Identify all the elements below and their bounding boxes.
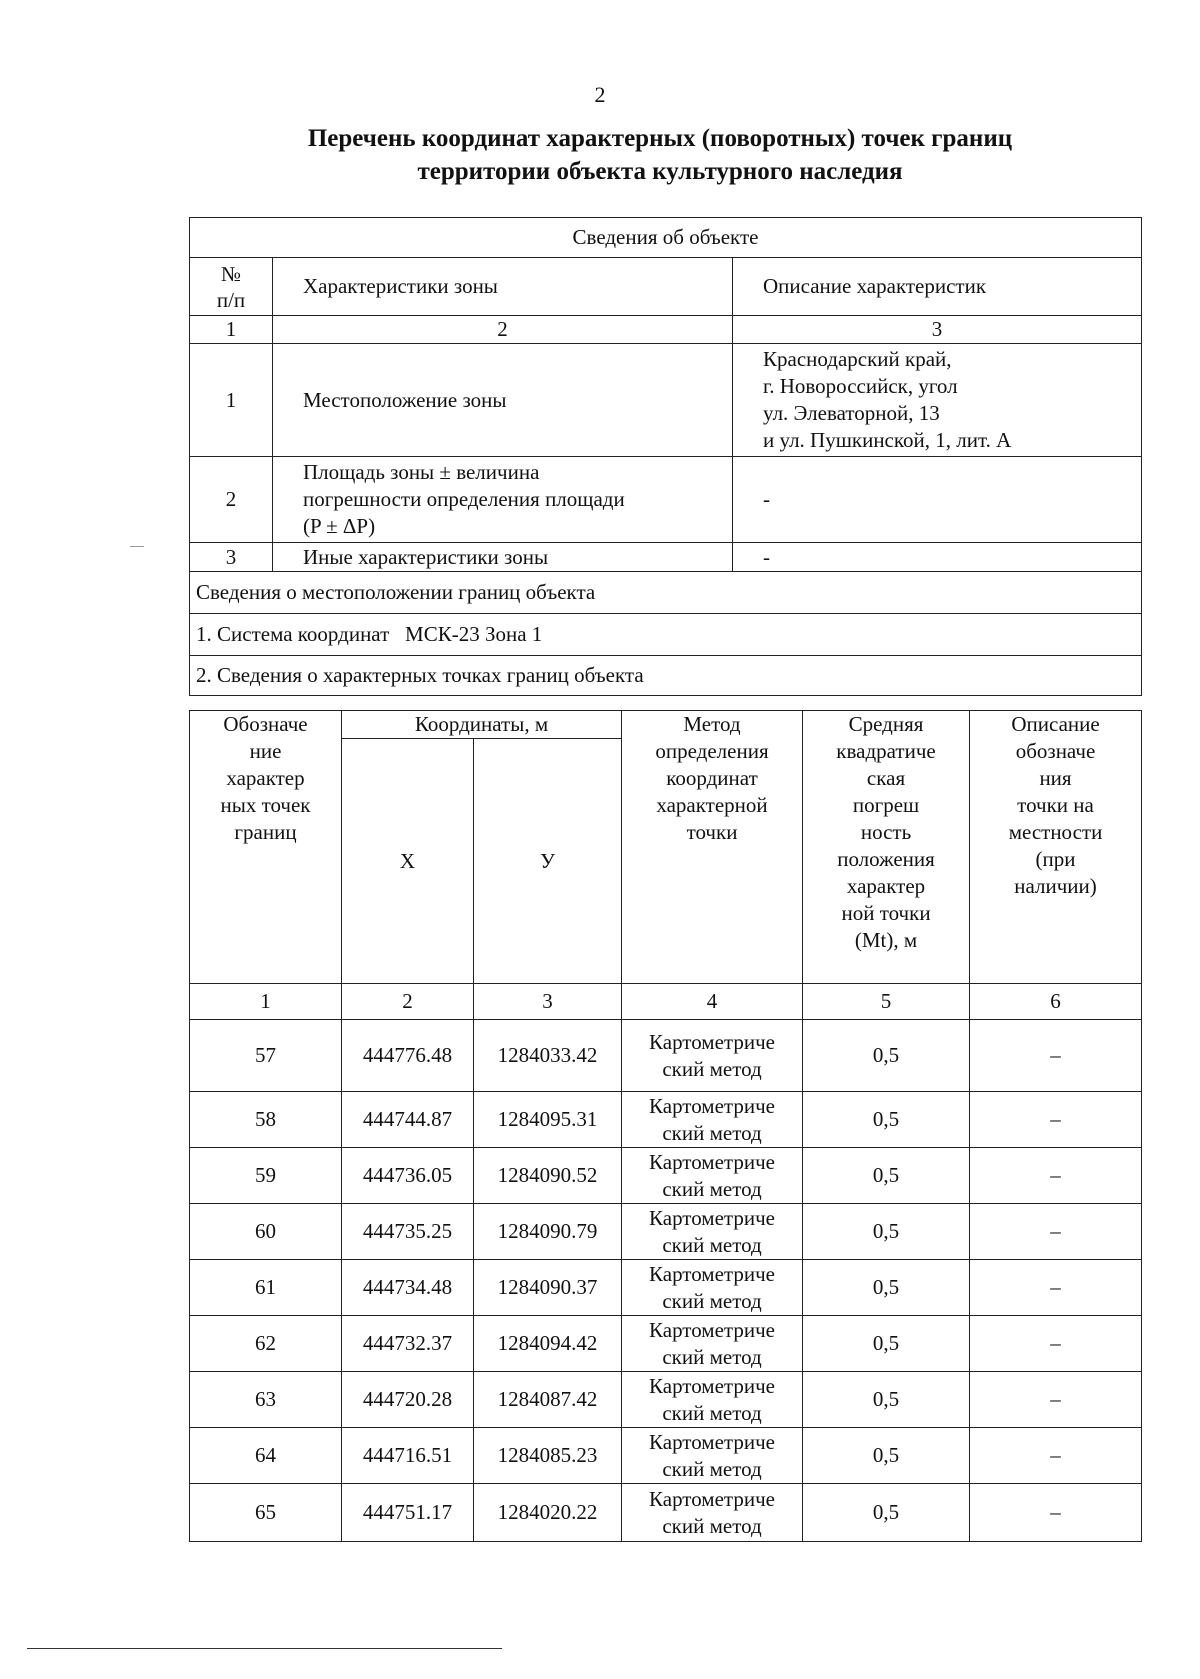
method-line: Картометриче [649,1429,775,1454]
coord-x: 444776.48 [342,1020,474,1092]
header-num-line-1: № [220,261,242,286]
coord-system-row [190,614,1142,656]
table-row [190,1020,1142,1092]
point-description: – [970,1148,1142,1204]
method [622,1204,803,1260]
method-line: Картометриче [649,1029,775,1054]
header-description: Описание характеристик [733,258,1142,316]
point-id: 59 [190,1148,342,1204]
method-line: ский метод [662,1120,762,1145]
header-line: Обозначе [223,712,308,736]
row-name [273,457,733,543]
coord-y: 1284020.22 [474,1484,622,1542]
method [622,1428,803,1484]
header-line: определения [655,739,769,763]
point-description: – [970,1428,1142,1484]
scan-mark [130,546,144,547]
header-num [190,258,273,316]
header-x: X [342,739,474,984]
coord-x: 444751.17 [342,1484,474,1542]
header-num-line-2: п/п [216,287,246,312]
title-line-1: Перечень координат характерных (поворотных) точек границ [307,125,1013,152]
method-line: Картометриче [649,1261,775,1286]
point-description: – [970,1372,1142,1428]
header-line: точки [686,820,738,844]
mt-value: 0,5 [803,1428,970,1484]
mt-value: 0,5 [803,1484,970,1542]
header-line: ных точек [220,793,311,817]
boundary-section-title: Сведения о местоположении границ объекта [190,572,1142,614]
index-cell: 4 [622,984,803,1020]
point-description: – [970,1484,1142,1542]
header-coordinates: Координаты, м [342,711,622,739]
table-row [190,1484,1142,1542]
table-row [190,1428,1142,1484]
points-section-title: 2. Сведения о характерных точках границ объекта [190,656,1142,696]
index-cell: 1 [190,316,273,344]
coord-system-value: МСК-23 Зона 1 [405,622,543,646]
mt-value: 0,5 [803,1372,970,1428]
method-line: Картометриче [649,1317,775,1342]
method-line: ский метод [662,1456,762,1481]
index-cell: 3 [733,316,1142,344]
method [622,1148,803,1204]
method-line: ский метод [662,1513,762,1538]
points-table [189,710,1142,1542]
header-line: ние [249,739,282,763]
header-line: Метод [683,712,741,736]
row-value [733,344,1142,457]
coord-y: 1284033.42 [474,1020,622,1092]
row-num: 2 [190,457,273,543]
header-line: квадратиче [836,739,936,763]
document-title [200,122,1120,188]
header-characteristics: Характеристики зоны [273,258,733,316]
value-line: ул. Элеваторной, 13 [763,401,940,425]
index-cell: 1 [190,984,342,1020]
method-line: Картометриче [649,1093,775,1118]
method-line: Картометриче [649,1373,775,1398]
point-description: – [970,1204,1142,1260]
coord-x: 444735.25 [342,1204,474,1260]
index-cell: 2 [342,984,474,1020]
coord-y: 1284090.52 [474,1148,622,1204]
header-line: характерной [656,793,768,817]
coord-x: 444736.05 [342,1148,474,1204]
header-line: характер [846,874,926,898]
coord-y: 1284085.23 [474,1428,622,1484]
table-row [190,1316,1142,1372]
coord-y: 1284090.37 [474,1260,622,1316]
header-line: ния [1039,766,1072,790]
mt-value: 0,5 [803,1092,970,1148]
method-line: Картометриче [649,1205,775,1230]
header-line: ность [860,820,912,844]
header-y: У [474,739,622,984]
header-line: ной точки [841,901,931,925]
coord-y: 1284094.42 [474,1316,622,1372]
header-line: (при [1035,847,1076,871]
index-cell: 3 [474,984,622,1020]
coord-x: 444720.28 [342,1372,474,1428]
coord-y: 1284087.42 [474,1372,622,1428]
index-cell: 2 [273,316,733,344]
value-line: и ул. Пушкинской, 1, лит. А [763,428,1012,452]
index-cell: 5 [803,984,970,1020]
point-id: 62 [190,1316,342,1372]
point-id: 65 [190,1484,342,1542]
header-line: местности [1008,820,1103,844]
method-line: Картометриче [649,1486,775,1511]
object-info-section-title: Сведения об объекте [190,218,1142,258]
method-line: Картометриче [649,1149,775,1174]
point-id: 57 [190,1020,342,1092]
name-line: Площадь зоны ± величина [303,460,540,484]
name-line: (P ± ΔP) [303,514,376,538]
value-line: г. Новороссийск, угол [763,374,958,398]
header-error [803,711,970,984]
method-line: ский метод [662,1344,762,1369]
point-description: – [970,1020,1142,1092]
table-row [190,1372,1142,1428]
coord-x: 444744.87 [342,1092,474,1148]
header-designation [190,711,342,984]
method [622,1372,803,1428]
coord-x: 444734.48 [342,1260,474,1316]
header-line: Средняя [848,712,924,736]
method-line: ский метод [662,1176,762,1201]
row-num: 1 [190,344,273,457]
point-description: – [970,1260,1142,1316]
mt-value: 0,5 [803,1020,970,1092]
method [622,1092,803,1148]
point-id: 64 [190,1428,342,1484]
point-id: 60 [190,1204,342,1260]
row-value: - [733,543,1142,572]
name-line: погрешности определения площади [303,487,625,511]
method-line: ский метод [662,1288,762,1313]
header-line: точки на [1017,793,1094,817]
header-method [622,711,803,984]
header-line: характер [226,766,305,790]
coord-y: 1284090.79 [474,1204,622,1260]
coord-x: 444716.51 [342,1428,474,1484]
method-line: ский метод [662,1232,762,1257]
page-number: 2 [594,82,606,107]
header-line: Описание [1011,712,1100,736]
table-row [190,1204,1142,1260]
coord-y: 1284095.31 [474,1092,622,1148]
row-num: 3 [190,543,273,572]
method [622,1316,803,1372]
header-line: обозначе [1015,739,1096,763]
method-line: ский метод [662,1056,762,1081]
point-description: – [970,1092,1142,1148]
header-line: положения [837,847,935,871]
header-line: наличии) [1014,874,1097,898]
row-name: Иные характеристики зоны [273,543,733,572]
mt-value: 0,5 [803,1148,970,1204]
point-id: 58 [190,1092,342,1148]
mt-value: 0,5 [803,1316,970,1372]
method [622,1260,803,1316]
header-description [970,711,1142,984]
mt-value: 0,5 [803,1260,970,1316]
method [622,1484,803,1542]
row-value: - [733,457,1142,543]
coord-system-label: 1. Система координат [196,622,390,646]
mt-value: 0,5 [803,1204,970,1260]
header-line: погреш [852,793,920,817]
point-id: 61 [190,1260,342,1316]
title-line-2: территории объекта культурного наследия [417,158,903,185]
table-row [190,1092,1142,1148]
index-cell: 6 [970,984,1142,1020]
header-line: ская [866,766,906,790]
table-row [190,1148,1142,1204]
value-line: Краснодарский край, [763,347,952,371]
table-row [190,1260,1142,1316]
header-line: границ [234,820,297,844]
point-id: 63 [190,1372,342,1428]
object-info-table [189,217,1142,696]
header-line: (Mt), м [854,928,918,952]
method [622,1020,803,1092]
header-line: координат [666,766,758,790]
point-description: – [970,1316,1142,1372]
footer-divider [27,1648,502,1649]
method-line: ский метод [662,1400,762,1425]
row-name: Местоположение зоны [273,344,733,457]
coord-x: 444732.37 [342,1316,474,1372]
